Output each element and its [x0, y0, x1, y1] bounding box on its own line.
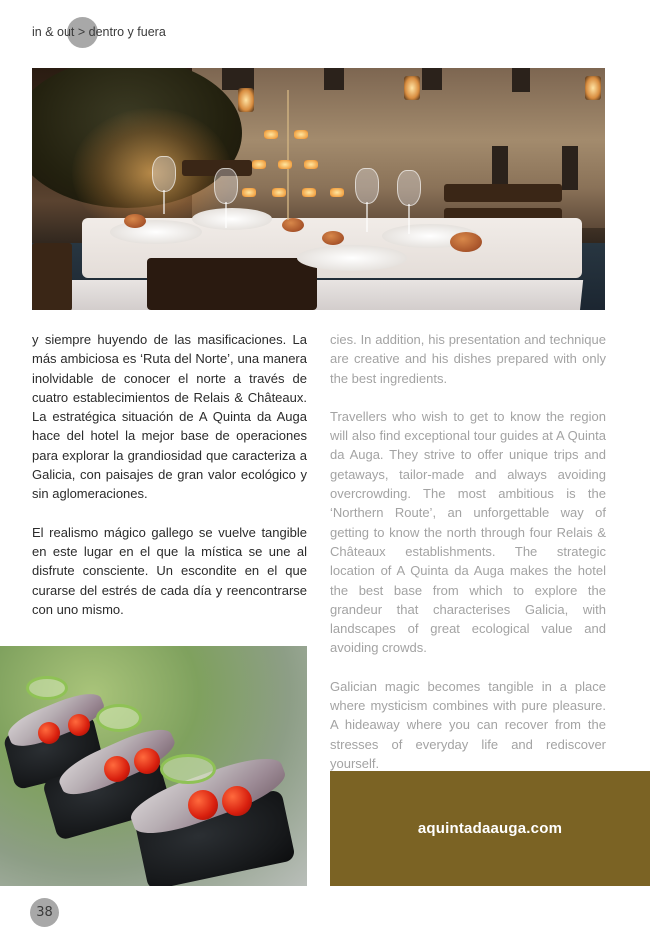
- hero-plate: [192, 208, 272, 230]
- candle-icon: [302, 188, 316, 197]
- hero-chair: [147, 258, 317, 310]
- wine-glass-stem: [225, 202, 227, 228]
- hero-bread: [322, 231, 344, 245]
- section-header: in & out > dentro y fuera: [32, 25, 166, 39]
- candle-icon: [272, 188, 286, 197]
- leek-garnish: [160, 754, 216, 784]
- wine-glass-icon: [397, 170, 421, 206]
- tomato-icon: [134, 748, 160, 774]
- website-url: aquintadaauga.com: [417, 820, 563, 837]
- spanish-paragraph-1: y siempre huyendo de las masificaciones. La más ambiciosa es ‘Ruta del Norte’, una manera inolvidable de conocer el norte a través de cuatro establecimientos de Relais & Châteaux. La estratégica situación de A Quinta da Auga hace del hotel la mejor base de operaciones para explorar la grandiosidad que caracteriza a Galicia, con paisajes de gran valor ecológico y sin aglomeraciones.: [32, 332, 307, 502]
- lantern-icon: [585, 76, 601, 100]
- wine-glass-icon: [152, 156, 176, 192]
- tomato-icon: [222, 786, 252, 816]
- hero-plate: [297, 245, 407, 271]
- english-paragraph-3: Galician magic becomes tangible in a place where mysticism combines with pure pleasure. A hideaway where you can recover from the stresses of everyday life and rediscover yourself.: [330, 678, 606, 771]
- lantern-icon: [404, 76, 420, 100]
- food-photo-tapas: [0, 646, 307, 886]
- wine-glass-stem: [408, 204, 410, 234]
- candle-icon: [278, 160, 292, 169]
- candelabra-pole: [287, 90, 289, 220]
- candle-icon: [242, 188, 256, 197]
- candle-icon: [252, 160, 266, 169]
- hero-window: [324, 68, 344, 90]
- hero-chair: [32, 243, 72, 310]
- english-paragraph-1: cies. In addition, his presentation and technique are creative and his dishes prepared with only the best ingredients.: [330, 332, 606, 386]
- candle-icon: [264, 130, 278, 139]
- english-paragraph-2: Travellers who wish to get to know the region will also find exceptional tour guides at A Quinta da Auga. They strive to offer unique trips and getaways, tailor-made and always avoiding overcrowding. The most ambitious is the ‘Northern Route’, an unforgettable way of getting to know the north through four Relais & Châteaux establishments. The strategic location of A Quinta da Auga makes the hotel the best base from which to explore the grandeur that characterises Galicia, with landscapes of great ecological value and avoiding crowds.: [330, 408, 606, 656]
- hero-chair-back: [444, 184, 562, 202]
- hero-bread: [124, 214, 146, 228]
- candle-icon: [330, 188, 344, 197]
- wine-glass-icon: [214, 168, 238, 204]
- hero-tablecloth: [57, 280, 583, 310]
- candle-icon: [294, 130, 308, 139]
- page-number: 38: [30, 898, 59, 927]
- hero-bread: [450, 232, 482, 252]
- wine-glass-icon: [355, 168, 379, 204]
- tomato-icon: [188, 790, 218, 820]
- english-text-column: [330, 330, 606, 792]
- wine-glass-stem: [163, 190, 165, 214]
- leek-garnish: [26, 676, 68, 700]
- tomato-icon: [38, 722, 60, 744]
- hero-photo-dinner-table: [32, 68, 605, 310]
- hero-bread: [282, 218, 304, 232]
- hero-window: [512, 68, 530, 92]
- spanish-text-column: [32, 330, 307, 638]
- promo-box: [330, 771, 650, 886]
- hero-window: [562, 146, 578, 190]
- tomato-icon: [68, 714, 90, 736]
- spanish-paragraph-2: El realismo mágico gallego se vuelve tangible en este lugar en el que la mística se une al disfrute consciente. Un escondite en el que curarse del estrés de cada día y reencontrarse con uno mismo.: [32, 524, 307, 617]
- hero-window: [222, 68, 254, 90]
- wine-glass-stem: [366, 202, 368, 232]
- candle-icon: [304, 160, 318, 169]
- lantern-icon: [238, 88, 254, 112]
- tomato-icon: [104, 756, 130, 782]
- hero-window: [422, 68, 442, 90]
- leek-garnish: [96, 704, 142, 732]
